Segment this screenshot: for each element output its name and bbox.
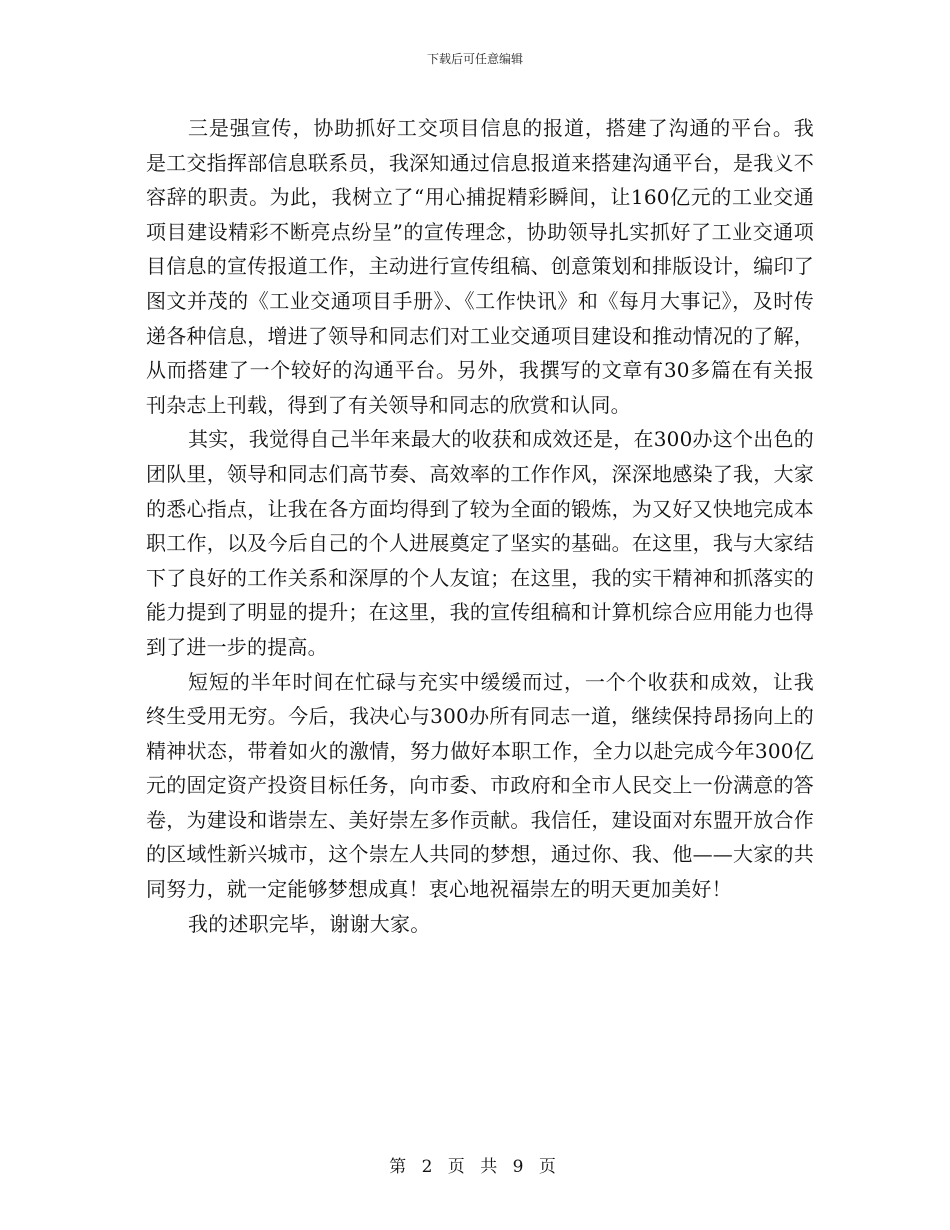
paragraph-closing: 我的述职完毕，谢谢大家。 bbox=[188, 911, 431, 936]
paragraph-gains: 其实，我觉得自己半年来最大的收获和成效还是，在300办这个出色的团队里，领导和同志们高节奏、高效率的工作作风，深深地感染了我，大家的悉心指点，让我在各方面均得到了较为全面的锻炼，为又好又快地完成本职工作，以及今后自己的个人进展奠定了坚实的基础。在这里，我与大家结下了良好的工作关系和深厚的个人友谊；在这里，我的实干精神和抓落实的能力提到了明显的提升；在这里，我的宣传组稿和计算机综合应用能力也得到了进一步的提高。 bbox=[146, 427, 814, 659]
page-number-footer: 第 2 页 共 9 页 bbox=[389, 1157, 561, 1177]
page-header-note: 下载后可任意编辑 bbox=[426, 52, 523, 66]
paragraph-publicity: 三是强宣传，协助抓好工交项目信息的报道，搭建了沟通的平台。我是工交指挥部信息联系员，我深知通过信息报道来搭建沟通平台，是我义不容辞的职责。为此，我树立了“用心捕捉精彩瞬间，让160亿元的工业交通项目建设精彩不断亮点纷呈”的宣传理念，协助领导扎实抓好了工业交通项目信息的宣传报道工作，主动进行宣传组稿、创意策划和排版设计，编印了图文并茂的《工业交通项目手册》、《工作快讯》和《每月大事记》，及时传递各种信息，增进了领导和同志们对工业交通项目建设和推动情况的了解，从而搭建了一个较好的沟通平台。另外，我撰写的文章有30多篇在有关报刊杂志上刊载，得到了有关领导和同志的欣赏和认同。 bbox=[146, 116, 814, 417]
document-body bbox=[146, 111, 814, 941]
paragraph-future: 短短的半年时间在忙碌与充实中缓缓而过，一个个收获和成效，让我终生受用无穷。今后，我决心与300办所有同志一道，继续保持昂扬向上的精神状态，带着如火的激情，努力做好本职工作，全力以赴完成今年300亿元的固定资产投资目标任务，向市委、市政府和全市人民交上一份满意的答卷，为建设和谐崇左、美好崇左多作贡献。我信任，建设面对东盟开放合作的区域性新兴城市，这个崇左人共同的梦想，通过你、我、他——大家的共同努力，就一定能够梦想成真！衷心地祝福崇左的明天更加美好！ bbox=[146, 669, 814, 902]
